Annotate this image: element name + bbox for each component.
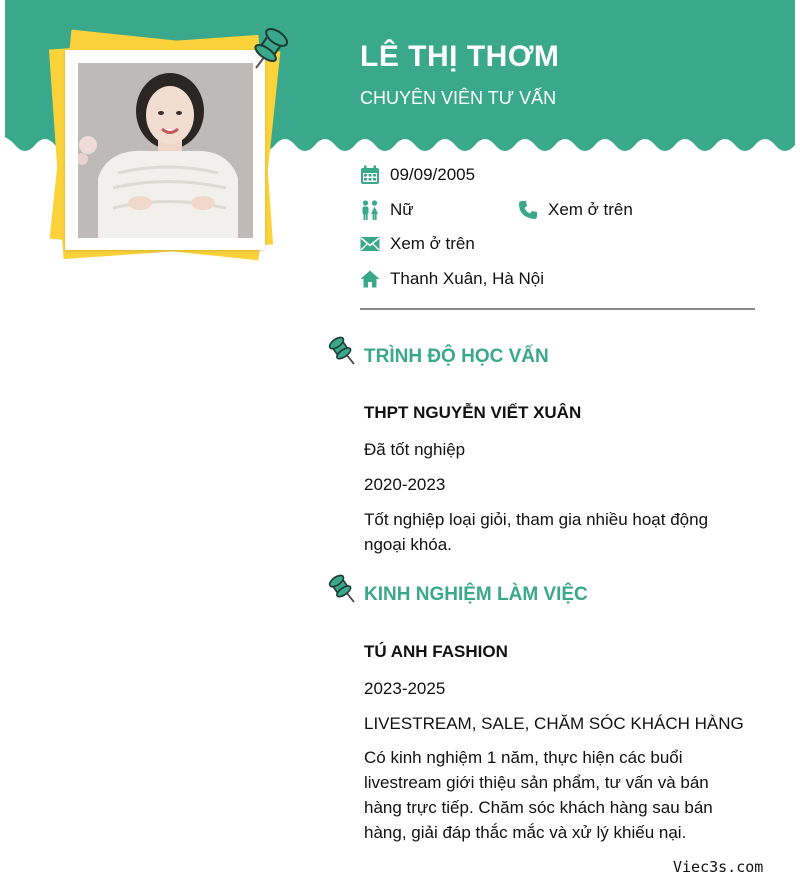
watermark: Viec3s.com: [673, 858, 764, 876]
email-icon: [360, 234, 380, 254]
phone-icon: [518, 200, 538, 220]
gender-value: Nữ: [390, 200, 414, 219]
home-icon: [360, 269, 380, 289]
address-value: Thanh Xuân, Hà Nội: [390, 269, 545, 288]
experience-heading: KINH NGHIỆM LÀM VIỆC: [364, 584, 588, 605]
gender-icon: [360, 200, 380, 220]
contact-divider: [360, 308, 755, 310]
experience-role: LIVESTREAM, SALE, CHĂM SÓC KHÁCH HÀNG: [364, 714, 744, 733]
education-status: Đã tốt nghiệp: [364, 440, 466, 459]
profile-name: LÊ THỊ THƠM: [360, 40, 560, 73]
contact-phone: [518, 200, 633, 220]
education-description: Tốt nghiệp loại giỏi, tham gia nhiều hoạt động ngoại khóa.: [364, 510, 709, 554]
pushpin-icon: [248, 24, 292, 77]
contact-email: [360, 234, 475, 254]
education-period: 2020-2023: [364, 475, 446, 494]
calendar-icon: [360, 165, 380, 185]
experience-company: TÚ ANH FASHION: [364, 642, 508, 661]
birthday-value: 09/09/2005: [390, 165, 476, 184]
email-value: Xem ở trên: [390, 234, 475, 253]
profile-title: CHUYÊN VIÊN TƯ VẤN: [360, 88, 557, 108]
education-heading: TRÌNH ĐỘ HỌC VẤN: [364, 346, 549, 367]
profile-photo: [78, 63, 253, 238]
contact-address: [360, 269, 544, 289]
experience-period: 2023-2025: [364, 679, 446, 698]
photo-frame: [65, 50, 265, 250]
experience-description: Có kinh nghiệm 1 năm, thực hiện các buổi livestream giới thiệu sản phẩm, tư vấn và bán hàng trực tiếp. Chăm sóc khách hàng sau bán hàng, giải đáp thắc mắc và xử lý khiếu nại.: [364, 748, 713, 842]
education-school: THPT NGUYỄN VIẾT XUÂN: [364, 403, 582, 422]
phone-value: Xem ở trên: [548, 200, 633, 219]
contact-gender: [360, 200, 414, 220]
pushpin-icon: [328, 336, 356, 371]
contact-birthday: [360, 165, 475, 185]
pushpin-icon: [328, 574, 356, 609]
